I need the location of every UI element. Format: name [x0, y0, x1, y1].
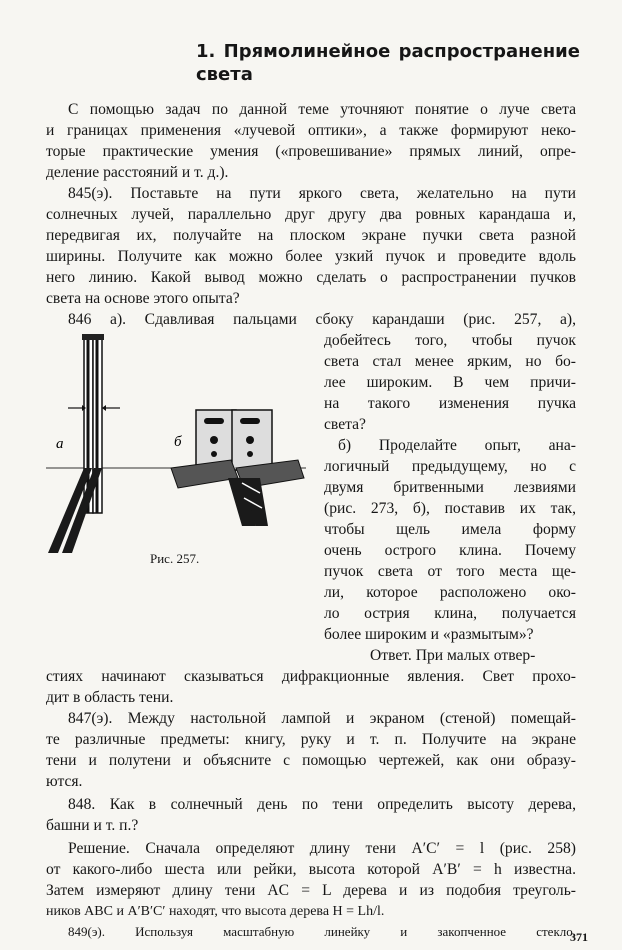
intro-line: С помощью задач по данной теме уточняют понятие о луче света — [68, 101, 576, 118]
figure-257 — [46, 318, 318, 578]
problem-847-line: те различные предметы: книгу, руку и т. п. Получите на экране — [46, 731, 576, 748]
page-number: 371 — [570, 930, 588, 944]
problem-846b-line: двумя бритвенными лезвиями — [324, 479, 576, 496]
problem-845-line: света на основе этого опыта? — [46, 290, 240, 307]
answer-line: Ответ. При малых отвер- — [370, 647, 536, 664]
problem-846b-line: ло острия клина, получается — [324, 605, 576, 622]
answer-line: стиях начинают сказываться дифракционные явления. Свет прохо- — [46, 668, 576, 685]
problem-849-line: 849(э). Используя масштабную линейку и закопченное стекло, — [68, 924, 576, 939]
problem-846b-line: пучок света от того места ще- — [324, 563, 576, 580]
section-title: 1. Прямолинейное распространение — [196, 41, 580, 62]
problem-846b-line: ли, которое расположено око- — [324, 584, 576, 601]
intro-line: торые практические умения («провешивание» прямых линий, опре- — [46, 143, 576, 160]
problem-846-line: света стал менее ярким, но бо- — [324, 353, 576, 370]
solution-line: Решение. Сначала определяют длину тени A′C′ = l (рис. 258) — [68, 840, 576, 857]
problem-847-line: ются. — [46, 773, 83, 790]
solution-line: Затем измеряют длину тени AC = L дерева и из подобия треуголь- — [46, 882, 576, 899]
solution-line: ников ABC и A′B′C′ находят, что высота дерева H = Lh/l. — [46, 904, 385, 919]
problem-845-line: него линию. Какой вывод можно сделать о распространении пучков — [46, 269, 576, 286]
problem-845-line: передвигая их, получайте на плоском экране пучки света разной — [46, 227, 576, 244]
problem-847-line: тени и полутени и объясните с помощью чертежей, как они образу- — [46, 752, 576, 769]
problem-845-line: ширины. Получите как можно более узкий пучок и проведите вдоль — [46, 248, 576, 265]
problem-846b-line: (рис. 273, б), поставив их так, — [324, 500, 576, 517]
problem-846-line: 846 а). Сдавливая пальцами сбоку карандаши (рис. 257, а), — [68, 311, 576, 328]
problem-848-line: башни и т. п.? — [46, 817, 139, 834]
problem-846-line: лее широким. В чем причи- — [324, 374, 576, 391]
problem-845-line: солнечных лучей, параллельно друг другу два ровных карандаша и, — [46, 206, 576, 223]
intro-line: и границах применения «лучевой оптики», а также формируют неко- — [46, 122, 576, 139]
problem-846b-line: б) Проделайте опыт, ана- — [338, 437, 576, 454]
solution-line: от какого-либо шеста или рейки, высота которой A′B′ = h известна. — [46, 861, 576, 878]
problem-846b-line: чтобы щель имела форму — [324, 521, 576, 538]
label-b: б — [174, 434, 182, 450]
problem-847-line: 847(э). Между настольной лампой и экраном (стеной) помещай- — [68, 710, 576, 727]
section-title-line2: света — [196, 64, 253, 85]
problem-846b-line: очень острого клина. Почему — [324, 542, 576, 559]
problem-846b-line: логичный предыдущему, но с — [324, 458, 576, 475]
problem-846-line: добейтесь того, чтобы пучок — [324, 332, 576, 349]
intro-line: деление расстояний и т. д.). — [46, 164, 229, 181]
answer-line: дит в область тени. — [46, 689, 174, 706]
problem-845-line: 845(э). Поставьте на пути яркого света, желательно на пути — [68, 185, 576, 202]
pencils-and-blades-illustration — [46, 318, 318, 553]
label-a: а — [56, 436, 64, 452]
figure-caption: Рис. 257. — [150, 551, 200, 566]
problem-846b-line: более широким и «размытым»? — [324, 626, 534, 643]
problem-848-line: 848. Как в солнечный день по тени определить высоту дерева, — [68, 796, 576, 813]
problem-846-line: на такого изменения пучка — [324, 395, 576, 412]
problem-846-line: света? — [324, 416, 366, 433]
